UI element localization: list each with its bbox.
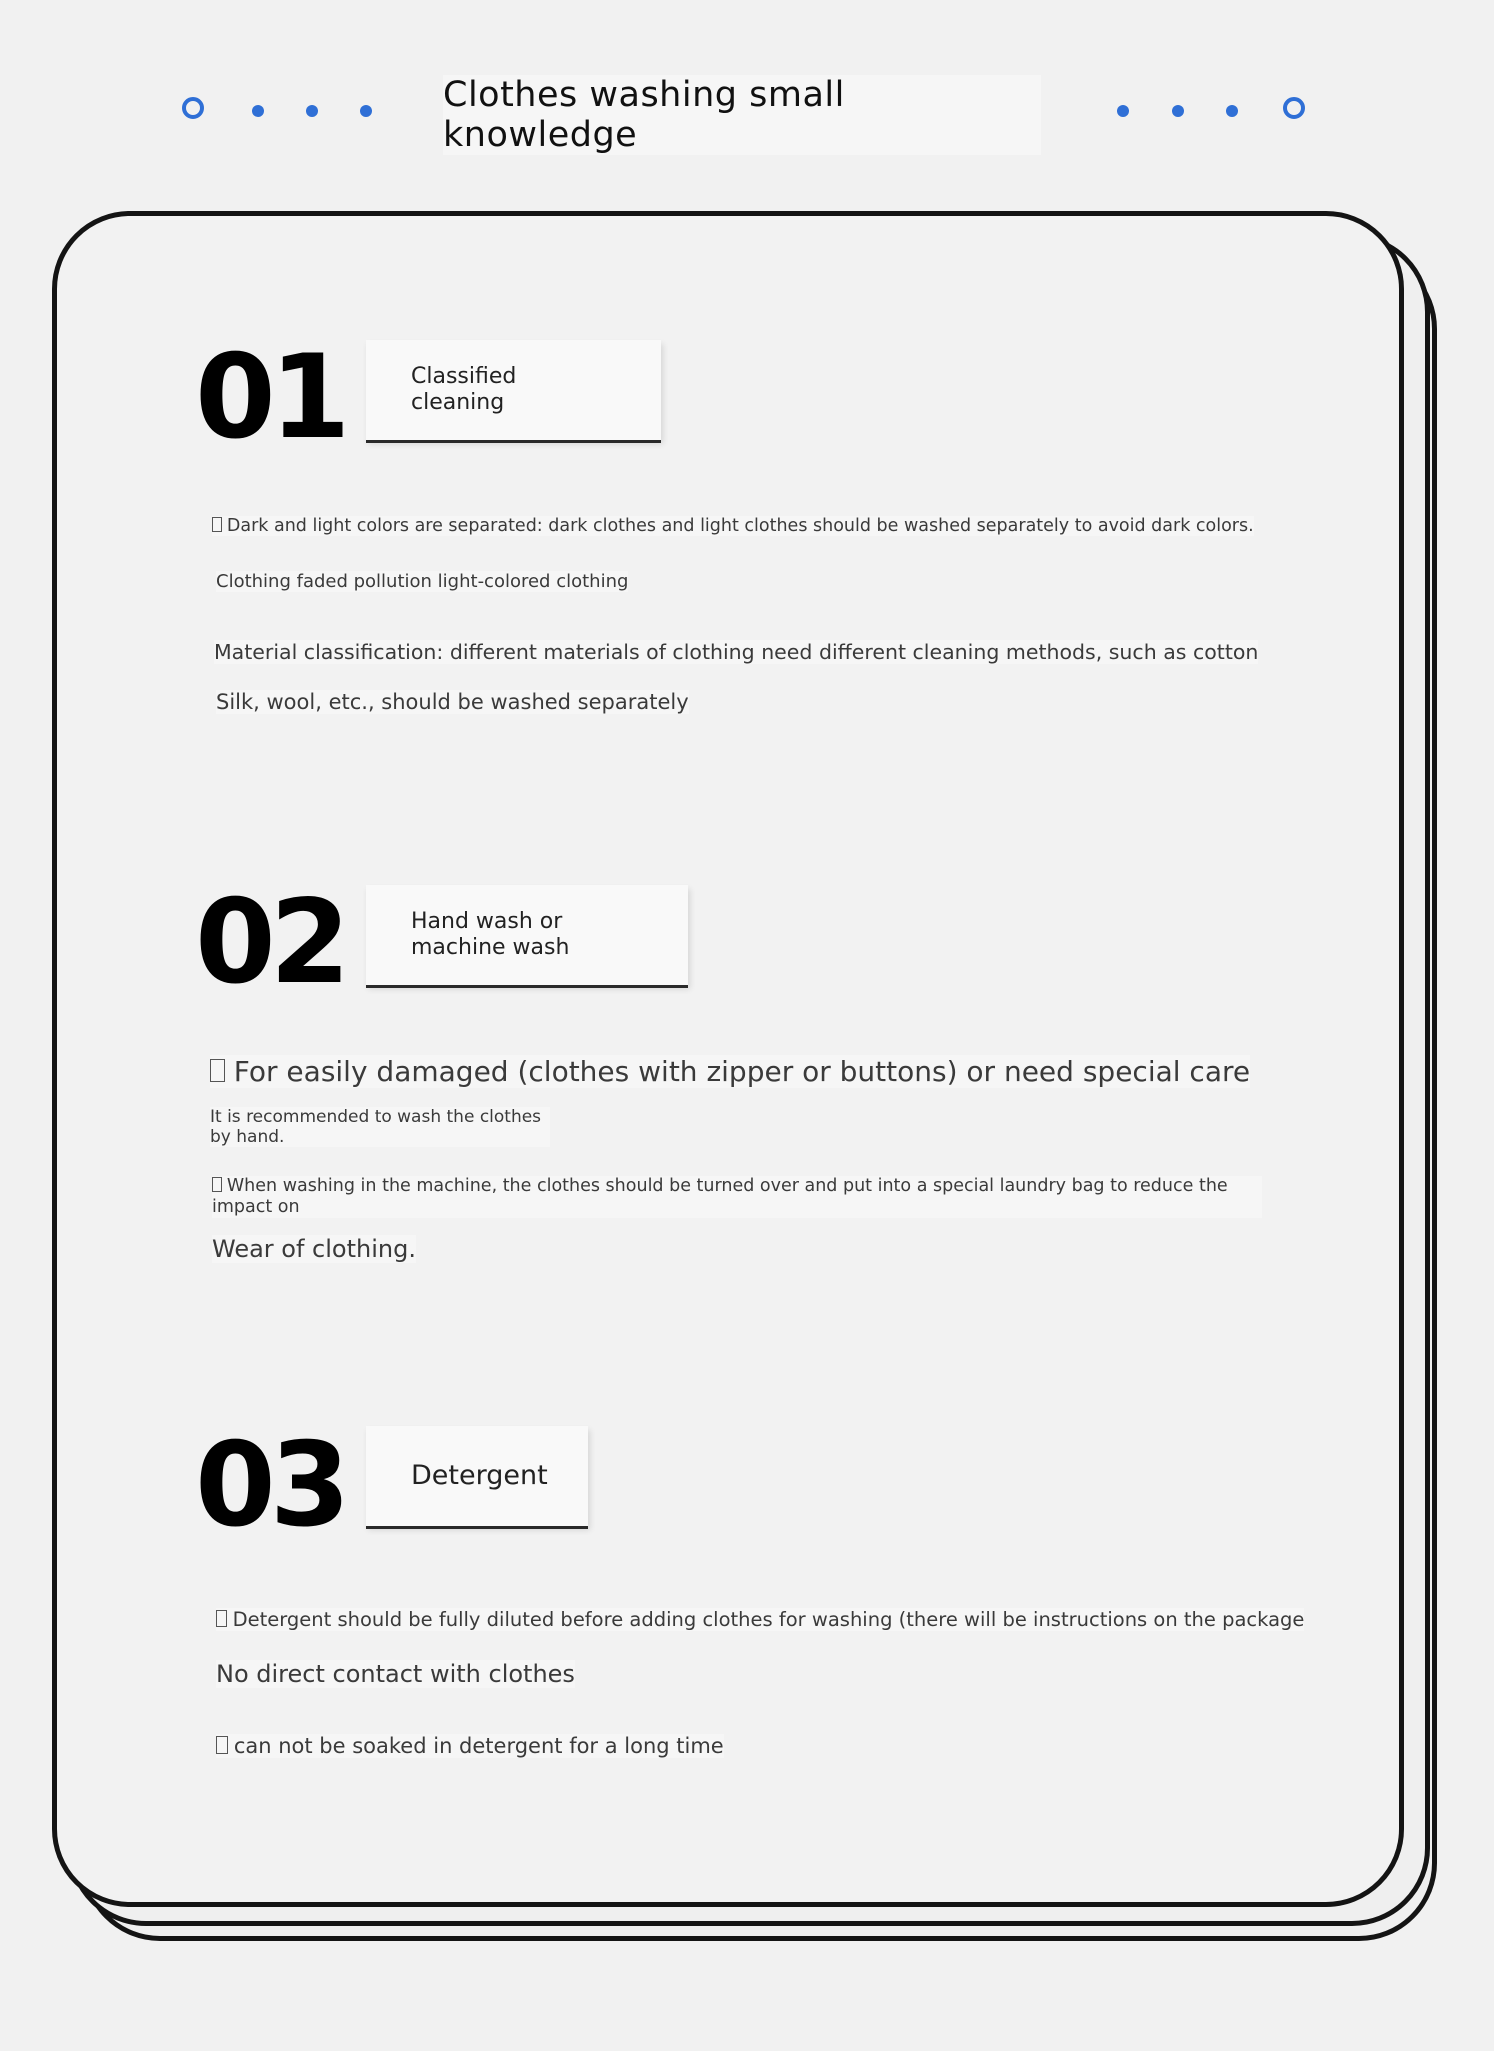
- page-title-box: [443, 75, 1041, 155]
- bullet-line: For easily damaged (clothes with zipper or buttons) or need special care: [210, 1055, 1250, 1088]
- missing-glyph-box-icon: [216, 1736, 228, 1754]
- section-label: Hand wash or machine wash: [366, 885, 688, 985]
- section-label: Classified cleaning: [366, 340, 661, 440]
- text-line: It is recommended to wash the clothes by hand.: [210, 1107, 550, 1147]
- text-line: No direct contact with clothes: [216, 1660, 575, 1688]
- ring-icon: [1283, 97, 1305, 119]
- bullet-line: When washing in the machine, the clothes should be turned over and put into a special laundry bag to reduce the impact on: [212, 1176, 1262, 1218]
- text-line: Material classification: different materials of clothing need different cleaning methods, such as cotton: [214, 640, 1259, 664]
- section-number: 03: [195, 1418, 345, 1553]
- ring-icon: [182, 97, 204, 119]
- text-line: Wear of clothing.: [212, 1235, 416, 1263]
- bullet-line: can not be soaked in detergent for a long time: [216, 1734, 724, 1758]
- dot-icon: [306, 105, 318, 117]
- missing-glyph-box-icon: [210, 1059, 225, 1083]
- text-line: Clothing faded pollution light-colored clothing: [216, 571, 629, 592]
- section-number: 02: [195, 875, 345, 1010]
- dot-icon: [252, 105, 264, 117]
- section-label: Detergent: [366, 1426, 588, 1526]
- dot-icon: [360, 105, 372, 117]
- dot-icon: [1117, 105, 1129, 117]
- page-title: Clothes washing small knowledge: [443, 75, 845, 155]
- missing-glyph-box-icon: [212, 1177, 222, 1192]
- section-number: 01: [195, 330, 345, 465]
- dot-icon: [1226, 105, 1238, 117]
- bullet-line: Dark and light colors are separated: dark clothes and light clothes should be washed separately to avoid dark colors.: [212, 516, 1254, 536]
- missing-glyph-box-icon: [212, 517, 222, 532]
- dot-icon: [1172, 105, 1184, 117]
- missing-glyph-box-icon: [216, 1610, 227, 1627]
- bullet-line: Detergent should be fully diluted before adding clothes for washing (there will be instructions on the package: [216, 1608, 1304, 1631]
- text-line: Silk, wool, etc., should be washed separately: [216, 690, 689, 714]
